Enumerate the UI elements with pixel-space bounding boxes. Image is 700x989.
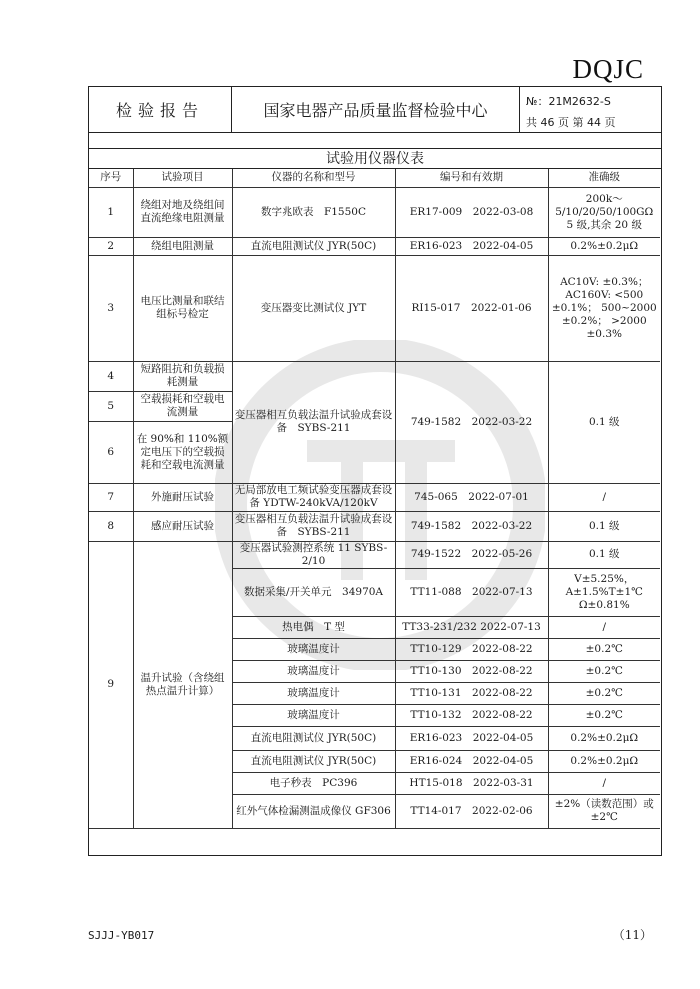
- code-cell: 749-1582 2022-03-22: [395, 361, 548, 483]
- code-cell: TT33-231/232 2022-07-13: [395, 616, 548, 638]
- form-code: SJJJ-YB017: [88, 929, 155, 942]
- col-header-code: 编号和有效期: [395, 169, 548, 187]
- col-header-seq: 序号: [89, 169, 133, 187]
- seq-cell: 5: [89, 391, 133, 421]
- accuracy-cell: 0.2%±0.2μΩ: [548, 237, 660, 255]
- seq-cell: 1: [89, 187, 133, 237]
- seq-cell: 7: [89, 483, 133, 511]
- accuracy-cell: 0.2%±0.2μΩ: [548, 726, 660, 750]
- accuracy-cell: 0.2%±0.2μΩ: [548, 750, 660, 772]
- instrument-cell: 直流电阻测试仪 JYR(50C): [232, 726, 395, 750]
- accuracy-cell: 0.1 级: [548, 541, 660, 568]
- table-row: [89, 187, 660, 237]
- code-cell: 749-1522 2022-05-26: [395, 541, 548, 568]
- page-count: 共 46 页 第 44 页: [526, 116, 616, 129]
- item-cell: 绕组电阻测量: [133, 237, 232, 255]
- report-frame: [88, 86, 662, 856]
- code-cell: TT10-129 2022-08-22: [395, 638, 548, 660]
- instrument-cell: 玻璃温度计: [232, 682, 395, 704]
- page-label: （11）: [612, 928, 652, 942]
- instrument-cell: 玻璃温度计: [232, 704, 395, 726]
- instrument-cell: 数据采集/开关单元 34970A: [232, 568, 395, 616]
- code-cell: RI15-017 2022-01-06: [395, 255, 548, 361]
- report-meta: [520, 87, 663, 132]
- doc-type: 检验报告: [89, 87, 232, 132]
- code-cell: TT10-131 2022-08-22: [395, 682, 548, 704]
- table-header-row: [89, 169, 660, 187]
- report-header: [89, 87, 661, 133]
- seq-cell: 4: [89, 361, 133, 391]
- code-cell: HT15-018 2022-03-31: [395, 772, 548, 794]
- accuracy-cell: ±0.2℃: [548, 682, 660, 704]
- item-cell: 绕组对地及绕组间直流绝缘电阻测量: [133, 187, 232, 237]
- code-cell: ER17-009 2022-03-08: [395, 187, 548, 237]
- instrument-cell: 变压器相互负载法温升试验成套设备 SYBS-211: [232, 361, 395, 483]
- col-header-accuracy: 准确级: [548, 169, 660, 187]
- item-cell: 短路阻抗和负载损耗测量: [133, 361, 232, 391]
- org-name: 国家电器产品质量监督检验中心: [232, 87, 520, 132]
- instrument-cell: 变压器试验测控系统 11 SYBS-2/10: [232, 541, 395, 568]
- accuracy-cell: V±5.25%，A±1.5%T±1℃ Ω±0.81%: [548, 568, 660, 616]
- item-cell: 空载损耗和空载电流测量: [133, 391, 232, 421]
- instrument-cell: 热电偶 T 型: [232, 616, 395, 638]
- accuracy-cell: 0.1 级: [548, 511, 660, 541]
- seq-cell: 6: [89, 421, 133, 483]
- table-row: [89, 483, 660, 511]
- code-cell: TT10-132 2022-08-22: [395, 704, 548, 726]
- accuracy-cell: /: [548, 616, 660, 638]
- code-cell: ER16-024 2022-04-05: [395, 750, 548, 772]
- instrument-cell: 玻璃温度计: [232, 660, 395, 682]
- instrument-cell: 无局部放电工频试验变压器成套设备 YDTW-240kVA/120kV: [232, 483, 395, 511]
- code-cell: ER16-023 2022-04-05: [395, 726, 548, 750]
- code-cell: 745-065 2022-07-01: [395, 483, 548, 511]
- accuracy-cell: ±0.2℃: [548, 704, 660, 726]
- table-row: [89, 511, 660, 541]
- code-cell: TT11-088 2022-07-13: [395, 568, 548, 616]
- code-cell: TT10-130 2022-08-22: [395, 660, 548, 682]
- item-cell: 感应耐压试验: [133, 511, 232, 541]
- table-row: [89, 541, 660, 568]
- table-title: 试验用仪器仪表: [89, 149, 661, 169]
- instrument-cell: 红外气体检漏测温成像仪 GF306: [232, 794, 395, 828]
- instrument-cell: 直流电阻测试仪 JYR(50C): [232, 750, 395, 772]
- seq-cell: 9: [89, 541, 133, 828]
- accuracy-cell: ±0.2℃: [548, 638, 660, 660]
- accuracy-cell: /: [548, 483, 660, 511]
- item-cell: 电压比测量和联结组标号检定: [133, 255, 232, 361]
- table-row: [89, 255, 660, 361]
- instrument-cell: 玻璃温度计: [232, 638, 395, 660]
- item-cell: 温升试验（含绕组热点温升计算）: [133, 541, 232, 828]
- accuracy-cell: 0.1 级: [548, 361, 660, 483]
- col-header-instrument: 仪器的名称和型号: [232, 169, 395, 187]
- item-cell: 在 90%和 110%额定电压下的空载损耗和空载电流测量: [133, 421, 232, 483]
- code-cell: ER16-023 2022-04-05: [395, 237, 548, 255]
- accuracy-cell: ±0.2℃: [548, 660, 660, 682]
- accuracy-cell: 200k～5/10/20/50/100GΩ 5 级,其余 20 级: [548, 187, 660, 237]
- accuracy-cell: ±2%（读数范围）或±2℃: [548, 794, 660, 828]
- report-number: №：21M2632-S: [526, 95, 611, 108]
- seq-cell: 8: [89, 511, 133, 541]
- instrument-cell: 数字兆欧表 F1550C: [232, 187, 395, 237]
- code-cell: 749-1582 2022-03-22: [395, 511, 548, 541]
- instrument-cell: 变压器相互负载法温升试验成套设备 SYBS-211: [232, 511, 395, 541]
- instrument-cell: 电子秒表 PC396: [232, 772, 395, 794]
- accuracy-cell: AC10V: ±0.3%； AC160V: <500 ±0.1%； 500~2000 ±0.2%； >2000 ±0.3%: [548, 255, 660, 361]
- header-band: [89, 133, 661, 149]
- instrument-cell: 变压器变比测试仪 JYT: [232, 255, 395, 361]
- instrument-cell: 直流电阻测试仪 JYR(50C): [232, 237, 395, 255]
- accuracy-cell: /: [548, 772, 660, 794]
- table-row: [89, 237, 660, 255]
- col-header-item: 试验项目: [133, 169, 232, 187]
- seq-cell: 2: [89, 237, 133, 255]
- item-cell: 外施耐压试验: [133, 483, 232, 511]
- seq-cell: 3: [89, 255, 133, 361]
- corner-code: DQJC: [572, 54, 644, 84]
- table-row: [89, 361, 660, 391]
- instrument-table: [89, 169, 660, 829]
- code-cell: TT14-017 2022-02-06: [395, 794, 548, 828]
